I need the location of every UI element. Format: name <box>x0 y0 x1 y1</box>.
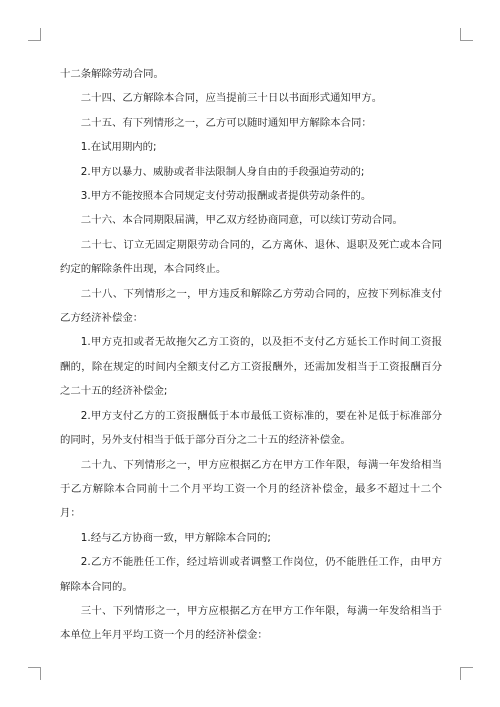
document-body <box>60 62 442 648</box>
paragraph-clause-28-item-1: 1.甲方克扣或者无故拖欠乙方工资的，以及拒不支付乙方延长工作时间工资报酬的，除在规定的时间内全额支付乙方工资报酬外，还需加发相当于工资报酬百分之二十五的经济补偿金; <box>60 336 442 398</box>
paragraph-clause-30: 三十、下列情形之一，甲方应根据乙方在甲方工作年限，每满一年发给相当于本单位上年月平均工资一个月的经济补偿金： <box>60 604 442 642</box>
paragraph-clause-29: 二十九、下列情形之一，甲方应根据乙方在甲方工作年限，每满一年发给相当于乙方解除本合同前十二个月平均工资一个月的经济补偿金，最多不超过十二个月： <box>60 458 442 520</box>
crop-mark-bottom-right <box>460 667 473 680</box>
paragraph-continuation: 十二条解除劳动合同。 <box>60 68 164 80</box>
crop-mark-bottom-left <box>28 667 41 680</box>
paragraph-clause-24: 二十四、乙方解除本合同，应当提前三十日以书面形式通知甲方。 <box>80 92 383 105</box>
paragraph-clause-27: 二十七、订立无固定期限劳动合同的，乙方离休、退休、退职及死亡或本合同约定的解除条件出现，本合同终止。 <box>60 238 442 276</box>
paragraph-clause-29-item-2: 2.乙方不能胜任工作，经过培训或者调整工作岗位，仍不能胜任工作，由甲方解除本合同的。 <box>60 556 442 593</box>
paragraph-clause-25-item-3: 3.甲方不能按照本合同规定支付劳动报酬或者提供劳动条件的。 <box>80 190 372 203</box>
paragraph-clause-28-item-2: 2.甲方支付乙方的工资报酬低于本市最低工资标准的，要在补足低于标准部分的同时，另外支付相当于低于部分百分之二十五的经济补偿金。 <box>60 409 442 447</box>
paragraph-clause-26: 二十六、本合同期限届满，甲乙双方经协商同意，可以续订劳动合同。 <box>80 214 403 227</box>
paragraph-clause-25: 二十五、有下列情形之一，乙方可以随时通知甲方解除本合同： <box>80 116 372 129</box>
paragraph-clause-25-item-2: 2.甲方以暴力、威胁或者非法限制人身自由的手段强迫劳动的; <box>80 165 365 178</box>
crop-mark-top-right <box>460 28 473 41</box>
paragraph-clause-29-item-1: 1.经与乙方协商一致，甲方解除本合同的; <box>80 531 271 544</box>
crop-mark-top-left <box>28 28 41 41</box>
paragraph-clause-25-item-1: 1.在试用期内的; <box>80 141 157 154</box>
paragraph-clause-28: 二十八、下列情形之一，甲方违反和解除乙方劳动合同的，应按下列标准支付乙方经济补偿金： <box>60 287 442 325</box>
